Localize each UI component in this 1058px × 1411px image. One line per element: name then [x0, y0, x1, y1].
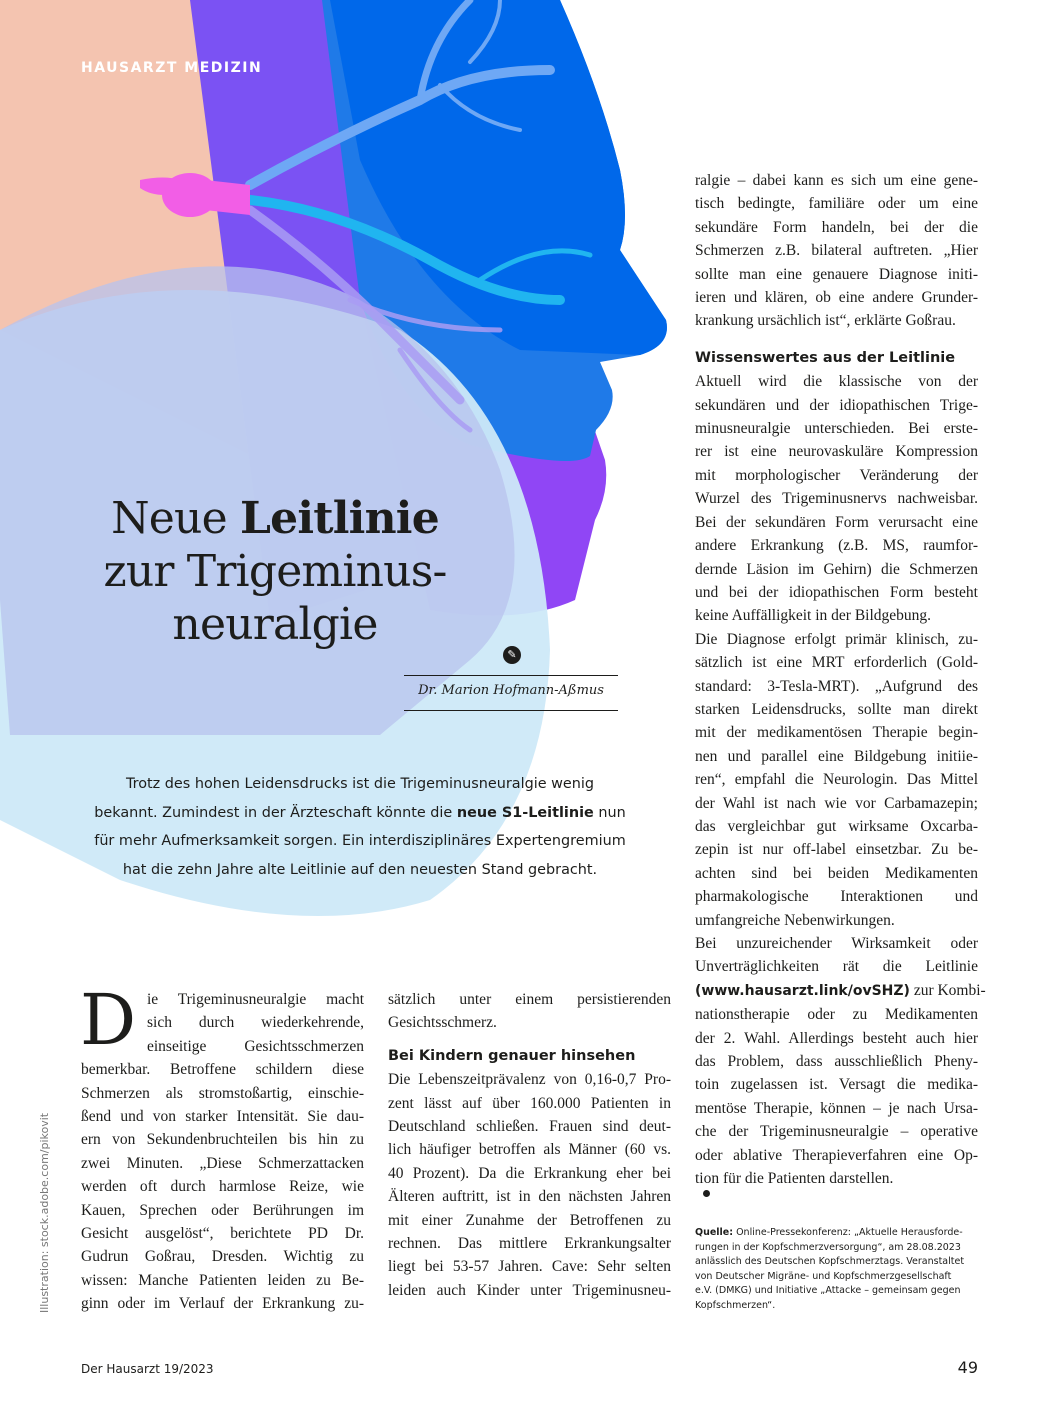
- body-text: zur Kombi-: [909, 981, 986, 999]
- source-line: [695, 1226, 978, 1241]
- body-line: umfangreiche Nebenwirkungen.: [695, 911, 895, 929]
- body-line: Älteren auftritt, ist in den nächsten Jahren: [388, 1188, 671, 1206]
- body-line: ginn oder im Verlauf der Erkrankung zu-: [81, 1295, 364, 1313]
- lead-highlight: neue S1-Leitlinie: [456, 804, 594, 821]
- source-text: Online-Pressekonferenz: „Aktuelle Herausforde-: [733, 1227, 963, 1238]
- body-line: toin zugelassen ist. Versagt die medika-: [695, 1076, 978, 1094]
- body-line: Gesichtsschmerz.: [388, 1014, 497, 1032]
- body-line: ie Trigeminusneuralgie macht: [147, 991, 364, 1008]
- body-line: sollte man eine genauere Diagnose initi-: [695, 265, 978, 283]
- body-line: pharmakologische Interaktionen und: [695, 888, 978, 906]
- body-column-1: [81, 988, 364, 1316]
- body-line: Unverträglichkeiten rät die Leitlinie: [695, 958, 978, 976]
- body-line: Gudrun Goßrau, Dresden. Wichtig zu: [81, 1248, 364, 1266]
- lead-text: nun: [593, 804, 626, 821]
- source-line: rungen in der Kopfschmerzversorgung“, am 28.08.2023: [695, 1241, 961, 1253]
- author-rule-top: [404, 675, 618, 676]
- body-line: der 2. Wahl. Allerdings besteht auch hier: [695, 1029, 978, 1047]
- body-line: werden oft durch harmlose Reize, wie: [81, 1178, 364, 1196]
- body-line: standard: 3-Tesla-MRT). „Aufgrund des: [695, 677, 978, 695]
- source-line: e.V. (DMKG) und Initiative „Attacke – gemeinsam gegen: [695, 1285, 961, 1296]
- body-line: achten sind bei beiden Medikamenten: [695, 864, 978, 882]
- lead-paragraph: [80, 770, 640, 884]
- body-text: tion für die Patienten darstellen.: [695, 1170, 894, 1188]
- body-line: nen und parallel eine Bildgebung initiie-: [695, 747, 978, 765]
- illustration-credit: Illustration: stock.adobe.com/pikovit: [38, 1112, 51, 1313]
- end-mark-icon: [703, 1190, 710, 1197]
- body-line: und bei der idiopathischen Form besteht: [695, 583, 978, 601]
- body-line: das Problem, dass ausschließlich Pheny-: [695, 1053, 978, 1071]
- body-line: mit morphologischer Veränderung der: [695, 466, 978, 484]
- body-line: Wurzel des Trigeminusnervs nachweisbar.: [695, 490, 978, 508]
- lead-line: Trotz des hohen Leidensdrucks ist die Trigeminusneuralgie wenig: [125, 776, 595, 792]
- body-line: nationstherapie oder zu Medikamenten: [695, 1006, 978, 1024]
- body-line: mit der medikamentösen Therapie begin-: [695, 724, 978, 742]
- body-column-3: [695, 169, 986, 1197]
- body-line: tisch bedingte, familiäre oder um eine: [695, 195, 978, 213]
- footer-issue: Der Hausarzt 19/2023: [81, 1362, 214, 1376]
- body-line: Bei der sekundären Form verursacht eine: [695, 513, 978, 531]
- body-line: krankung ursächlich ist“, erklärte Goßrau.: [695, 312, 956, 330]
- body-line: einseitige Gesichtsschmerzen: [147, 1037, 364, 1055]
- body-line: starken Leidensdrucks, sollte man direkt: [695, 700, 978, 718]
- body-line: Die Diagnose erfolgt primär klinisch, zu-: [695, 630, 978, 648]
- source-line: anlässlich des Deutschen Kopfschmerztags. Veranstaltet: [695, 1256, 965, 1267]
- source-line: Kopfschmerzen“.: [695, 1299, 776, 1311]
- body-line: sätzlich ist eine MRT erforderlich (Gold-: [695, 654, 978, 672]
- headline-line1: [60, 492, 490, 545]
- body-line: Deutschland schließen. Frauen sind deut-: [388, 1118, 671, 1136]
- author-byline: Dr. Marion Hofmann-Aßmus: [418, 683, 604, 698]
- headline-line1-bold: Leitlinie: [240, 493, 439, 544]
- body-line: Kauen, Sprechen oder Berührungen im: [81, 1201, 364, 1219]
- body-line: sich durch wiederkehrende,: [147, 1014, 364, 1032]
- body-line: sekundäre Form handeln, bei der die: [695, 218, 978, 236]
- body-line: wissen: Manche Patienten leiden zu Be-: [81, 1271, 364, 1289]
- body-line: minusneuralgie unterschieden. Bei erste-: [695, 420, 978, 438]
- headline: [60, 492, 490, 651]
- section-label: HAUSARZT MEDIZIN: [81, 60, 263, 76]
- body-line: ieren und klären, ob eine andere Grunder-: [695, 289, 978, 307]
- body-line: Gesicht ausgelöst“, berichtete PD Dr.: [81, 1225, 364, 1243]
- body-line: ßend und von starker Intensität. Sie dau-: [81, 1108, 364, 1126]
- body-column-2: [388, 988, 671, 1302]
- headline-line3: neuralgie: [172, 599, 378, 650]
- body-line: dernde Läsion im Gehirn) die Schmerzen: [695, 560, 978, 578]
- body-line: zwei Minuten. „Diese Schmerzattacken: [81, 1154, 364, 1172]
- body-line: rechnen. Das mittlere Erkrankungsalter: [388, 1235, 671, 1253]
- body-line: ren“, empfahl die Neurologin. Das Mittel: [695, 771, 978, 789]
- body-line: keine Auffälligkeit in der Bildgebung.: [695, 607, 932, 625]
- lead-text: bekannt. Zumindest in der Ärzteschaft könnte die: [94, 804, 457, 821]
- body-line: zepin ist nur off-label einsetzbar. Zu be-: [695, 841, 978, 859]
- body-line: lich häufiger betroffen als Männer (60 vs.: [388, 1141, 671, 1159]
- source-label: Quelle:: [695, 1227, 734, 1238]
- body-line: Aktuell wird die klassische von der: [695, 373, 978, 391]
- source-line: von Deutscher Migräne- und Kopfschmerzgesellschaft: [695, 1270, 952, 1282]
- body-line: andere Erkrankung (z.B. MS, raumfor-: [695, 537, 978, 555]
- body-line: [695, 979, 986, 1003]
- pen-icon: ✎: [503, 646, 521, 664]
- body-line: [695, 1167, 978, 1197]
- body-line: leiden auch Kinder unter Trigeminusneu-: [388, 1281, 671, 1299]
- body-line: mentöse Therapie, können – je nach Ursa-: [695, 1099, 978, 1117]
- headline-line2: zur Trigeminus-: [103, 546, 447, 597]
- body-line: bemerkbar. Betroffene schildern diese: [81, 1061, 364, 1079]
- body-line: der Wahl ist nach wie vor Carbamazepin;: [695, 794, 978, 812]
- body-line: mit einer Zunahme der Betroffenen zu: [388, 1211, 671, 1229]
- body-line: liegt bei 53-57 Jahren. Cave: Sehr selten: [388, 1258, 671, 1276]
- source-note: [695, 1226, 978, 1313]
- page-number: 49: [957, 1358, 978, 1377]
- subheading-children: Bei Kindern genauer hinsehen: [388, 1047, 636, 1064]
- body-line: ralgie – dabei kann es sich um eine gene-: [695, 172, 978, 189]
- body-line: Schmerzen als stromstoßartig, einschie-: [81, 1084, 364, 1102]
- body-line: Bei unzureichender Wirksamkeit oder: [695, 935, 978, 952]
- body-line: das vergleichbar gut wirksame Oxcarba-: [695, 817, 978, 835]
- body-line: Schmerzen z.B. bilateral auftreten. „Hier: [695, 242, 978, 260]
- body-line: che der Trigeminusneuralgie – operative: [695, 1123, 978, 1141]
- body-line: sätzlich unter einem persistierenden: [388, 991, 671, 1008]
- body-line: oder ablative Therapieverfahren eine Op-: [695, 1146, 978, 1164]
- body-line: Die Lebenszeitprävalenz von 0,16-0,7 Pro-: [388, 1071, 671, 1089]
- body-line: sekundären und der idiopathischen Trige-: [695, 396, 978, 414]
- headline-line1-normal: Neue: [111, 493, 240, 544]
- body-line: ern von Sekundenbruchteilen bis hin zu: [81, 1131, 364, 1149]
- guideline-link[interactable]: (www.hausarzt.link/ovSHZ): [695, 982, 910, 999]
- body-line: zent lässt auf über 160.000 Patienten in: [388, 1094, 671, 1112]
- drop-cap: D: [80, 979, 137, 1061]
- lead-line: hat die zehn Jahre alte Leitlinie auf den neuesten Stand gebracht.: [122, 861, 598, 878]
- body-line: 40 Prozent). Da die Erkrankung eher bei: [388, 1164, 671, 1182]
- lead-line: für mehr Aufmerksamkeit sorgen. Ein interdisziplinäres Expertengremium: [94, 833, 626, 849]
- body-line: rer ist eine neurovaskuläre Kompression: [695, 443, 978, 461]
- subheading-guideline: Wissenswertes aus der Leitlinie: [695, 349, 956, 366]
- author-rule-bottom: [404, 710, 618, 711]
- lead-line: [80, 799, 640, 828]
